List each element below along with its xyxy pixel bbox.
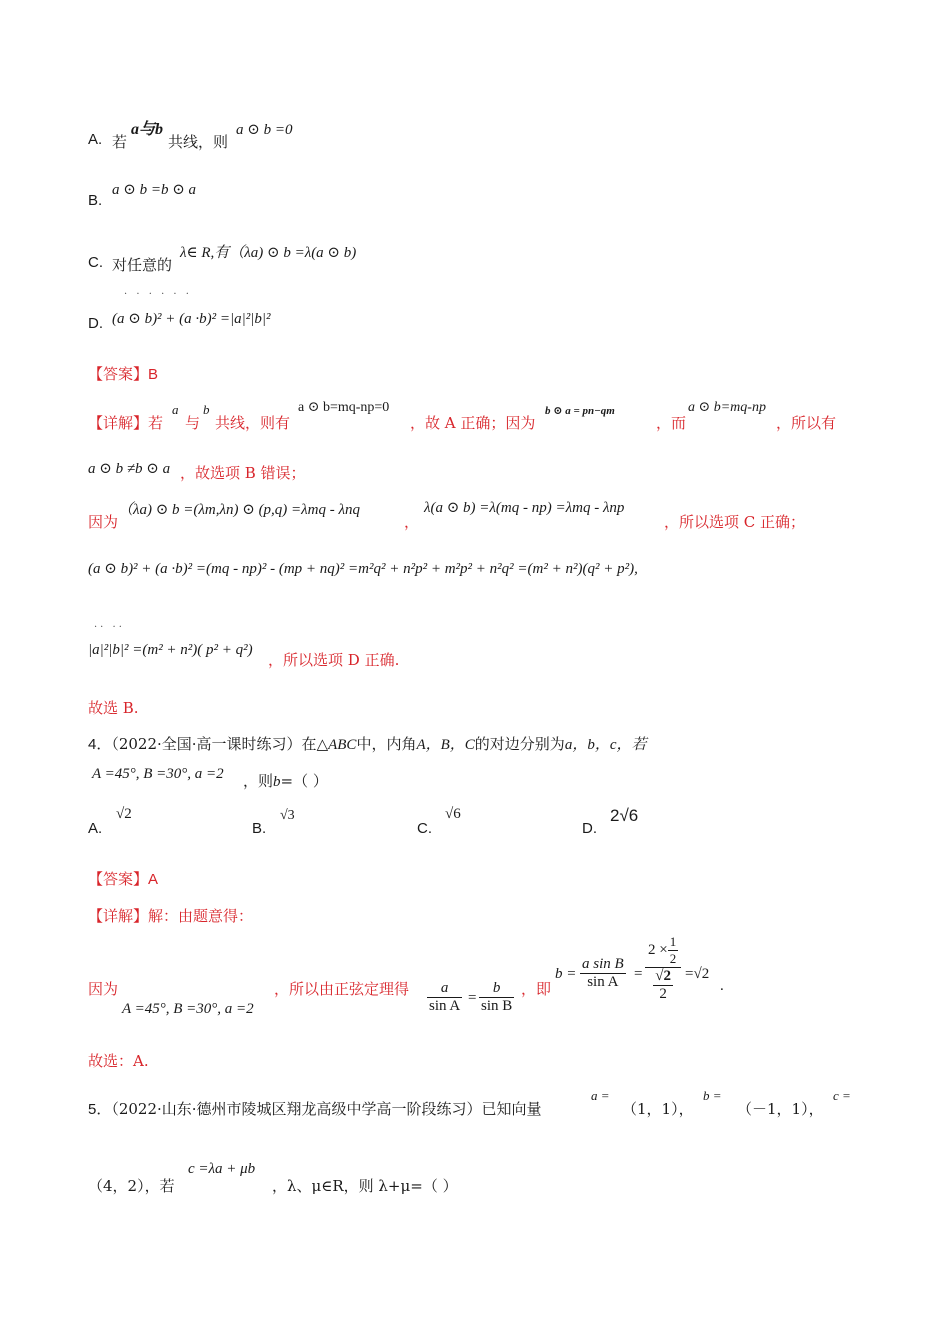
q4-frac-a-sinA (427, 980, 462, 1015)
detail-l3-text: ，所以选项 C 正确； (664, 513, 806, 531)
q4-frac-b-sinB (479, 980, 514, 1015)
q4-option-a-letter: A. (88, 820, 103, 837)
big-num-a: 2 × (648, 941, 668, 958)
q4-ask-end: =（ ） (280, 772, 328, 790)
q4-option-b-value: √3 (280, 808, 295, 823)
answer-value: B (148, 366, 159, 383)
option-c-letter: C. (88, 254, 103, 271)
q5-a-value: （1，1）， (622, 1100, 694, 1118)
q4-text1c: 的对边分别为 (474, 735, 565, 753)
q4-by-sine: ，所以由正弦定理得 (274, 980, 410, 998)
answer-label: 【答案】 (88, 365, 149, 383)
q4-option-a-value: √2 (116, 806, 132, 822)
q4-ji: ，即 (521, 980, 552, 998)
detail-label: 【详解】 (88, 414, 149, 432)
frac1-den: sin A (429, 998, 461, 1014)
q5-stem-line1 (88, 1098, 542, 1119)
detail-l1-f3: a ⊙ b=mq-np (688, 400, 766, 415)
q4-frac-asinB-sinA (580, 956, 626, 991)
detail-l1-a: a (172, 402, 179, 417)
q4-stem (88, 733, 646, 754)
q5-c-label: c = (833, 1088, 851, 1103)
q4-result: =√2 (685, 966, 710, 982)
option-d-vector-dots: · · · · · · (124, 289, 192, 300)
q3-answer (88, 363, 158, 384)
option-c-formula: λ∈ R,有（λa) ⊙ b =λ(a ⊙ b) (180, 245, 357, 261)
detail-l5-vector-dots: ·· ·· (94, 622, 125, 633)
option-a-pre: 若 (112, 133, 128, 151)
q4-detail (88, 905, 253, 926)
half-num: 1 (669, 934, 677, 949)
detail-l3-f1: （λa) ⊙ b =(λm,λn) ⊙ (p,q) =λmq - λnq (118, 502, 360, 518)
big-den-den: 2 (659, 986, 667, 1002)
q3-conclusion: 故选 B. (88, 699, 139, 717)
option-c-pre: 对任意的 (112, 256, 173, 274)
q4-eq: = (468, 990, 477, 1006)
q4-answer-label: 【答案】 (88, 870, 149, 888)
option-a-mid: 共线，则 (168, 133, 229, 151)
q4-source: （2022·全国·高一课时练习）在 (111, 735, 317, 753)
q5-c-value: （4，2），若 (88, 1177, 175, 1195)
detail-l1-t3: ，而 (656, 414, 687, 432)
q4-option-d-value: 2√6 (610, 806, 639, 825)
option-d-letter: D. (88, 315, 103, 332)
detail-l1-b: b (203, 402, 210, 417)
frac3-num: a sin B (582, 956, 624, 972)
q3-detail-label (88, 412, 163, 433)
option-a-formula: a ⊙ b =0 (236, 122, 293, 138)
detail-l1-f1: a ⊙ b=mq-np=0 (298, 400, 390, 415)
detail-l3-f2: λ(a ⊙ b) =λ(mq - np) =λmq - λnp (424, 500, 625, 516)
q5-a-label: a = (591, 1088, 610, 1103)
detail-l1-pre: 若 (148, 414, 164, 432)
frac3-den: sin A (587, 974, 619, 990)
q4-detail-text: 解：由题意得： (148, 907, 254, 925)
q4-ask-text: ，则 (243, 772, 274, 790)
q4-ask-b: b (273, 774, 281, 790)
q5-tail: ，λ、μ∈R，则 λ+μ=（ ） (272, 1177, 458, 1195)
q4-option-d-letter: D. (582, 820, 597, 837)
q4-ask (243, 770, 328, 791)
detail-l1-t2: ，故 A 正确；因为 (410, 414, 536, 432)
q5-source: （2022·山东·德州市陵城区翔龙高级中学高一阶段练习）已知向量 (111, 1100, 542, 1118)
detail-l3-comma: ， (404, 513, 420, 531)
q5-number: 5． (88, 1101, 112, 1118)
option-b-letter: B. (88, 192, 103, 209)
q4-option-c-value: √6 (445, 806, 461, 822)
detail-l3-pre: 因为 (88, 513, 119, 531)
q4-text1b: A，B，C (416, 737, 475, 753)
q4-option-b-letter: B. (252, 820, 267, 837)
q4-because: 因为 (88, 980, 119, 998)
detail-l1-with: 与 (185, 414, 201, 432)
q5-b-value: （－1，1）， (737, 1100, 824, 1118)
q4-answer-value: A (148, 871, 159, 888)
q4-period: . (720, 978, 724, 994)
option-b-formula: a ⊙ b =b ⊙ a (112, 182, 197, 198)
q4-condition-2: A =45°, B =30°, a =2 (122, 1001, 254, 1017)
q4-option-c-letter: C. (417, 820, 432, 837)
frac2-num: b (479, 980, 514, 998)
detail-l1-f2: b ⊙ a = pn−qm (545, 405, 615, 417)
q4-big-fraction (645, 934, 681, 1003)
q4-detail-label: 【详解】 (88, 907, 149, 925)
half-den: 2 (669, 951, 677, 966)
detail-l1-mid: 共线，则有 (215, 414, 291, 432)
option-a-letter: A. (88, 131, 103, 148)
q4-conclusion: 故选：A. (88, 1052, 149, 1070)
detail-l4-formula: (a ⊙ b)² + (a ·b)² =(mq - np)² - (mp + nq)² =m²q² + n²p² + m²p² + n²q² =(m² + n²)(q² + p²), (88, 561, 638, 577)
frac2-den: sin B (481, 998, 513, 1014)
q5-c-formula: c =λa + μb (188, 1161, 256, 1177)
q4-triangle: △ABC (316, 737, 357, 753)
detail-l2-text: ，故选项 B 错误； (180, 464, 306, 482)
option-d-formula: (a ⊙ b)² + (a ·b)² =|a|²|b|² (112, 311, 271, 327)
q4-text1d: a，b，c，若 (564, 737, 647, 753)
q4-answer (88, 868, 158, 889)
q4-b-eq: b = (555, 966, 577, 982)
frac1-num: a (427, 980, 462, 998)
detail-l5-text: ，所以选项 D 正确. (268, 651, 400, 669)
q4-condition: A =45°, B =30°, a =2 (92, 766, 224, 782)
big-den-num: √2 (655, 968, 671, 984)
q4-text1: 中，内角 (356, 735, 417, 753)
q4-number: 4． (88, 736, 112, 753)
q5-b-label: b = (703, 1088, 722, 1103)
q4-eq-2: = (634, 966, 643, 982)
detail-l1-t4: ，所以有 (776, 414, 837, 432)
option-a-ab: a与b (131, 121, 164, 138)
detail-l5-formula: |a|²|b|² =(m² + n²)( p² + q²) (88, 642, 253, 658)
detail-l2-formula: a ⊙ b ≠b ⊙ a (88, 461, 171, 477)
